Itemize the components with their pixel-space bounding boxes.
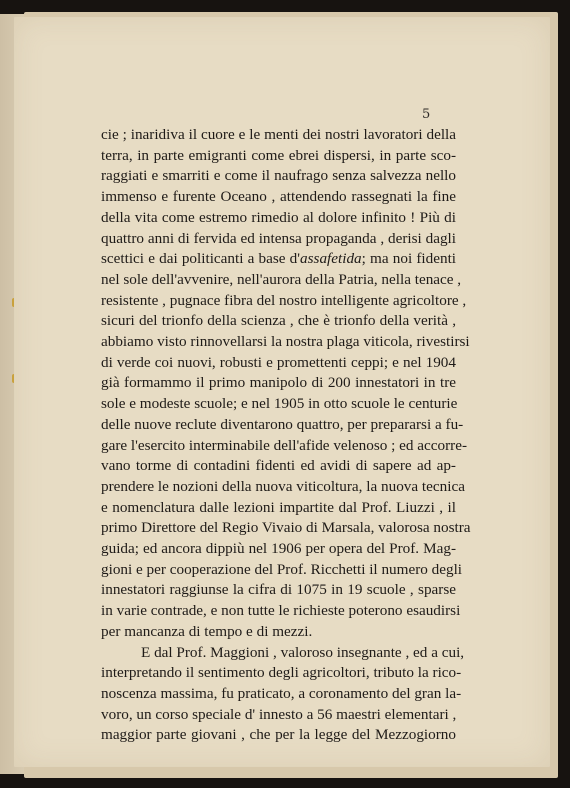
text-line: primo Direttore del Regio Vivaio di Marsala, valorosa nostra [101, 519, 471, 537]
text-line: sole e modeste scuole; e nel 1905 in otto scuole le centurie [101, 395, 458, 413]
text-line: terra, in parte emigranti come ebrei dispersi, in parte sco- [101, 146, 456, 164]
text-line: interpretando il sentimento degli agricoltori, tributo la rico- [101, 664, 462, 682]
text-line: quattro anni di fervida ed intensa propaganda , derisi dagli [101, 229, 456, 247]
text-line: guida; ed ancora dippiù nel 1906 per opera del Prof. Mag- [101, 540, 456, 558]
text-line: abbiamo visto rinnovellarsi la nostra plaga viticola, rivestirsi [101, 333, 470, 351]
text-line: gioni e per cooperazione del Prof. Ricchetti il numero degli [101, 560, 463, 578]
text-line-with-italic [101, 249, 456, 270]
text-segment: scettici e dai politicanti a base d' [101, 250, 301, 268]
text-line: già formammo il primo manipolo di 200 innestatori in tre [101, 374, 456, 392]
text-line: noscenza massima, fu praticato, a coronamento del gran la- [101, 684, 462, 702]
text-line: cie ; inaridiva il cuore e le menti dei nostri lavoratori della [101, 126, 456, 143]
text-line: innestatori raggiunse la cifra di 1075 in 19 scuole , sparse [101, 581, 456, 599]
text-line: voro, un corso speciale d' innesto a 56 maestri elementari , [101, 705, 457, 723]
text-line: sicuri del trionfo della scienza , che è trionfo della verità , [101, 312, 456, 330]
text-line: e nomenclatura dalle lezioni impartite dal Prof. Liuzzi , il [101, 498, 456, 516]
text-line: raggiati e smarriti e come il naufrago senza salvezza nello [101, 167, 456, 185]
text-line: per mancanza di tempo e di mezzi. [101, 622, 313, 640]
text-line: nel sole dell'avvenire, nell'aurora della Patria, nella tenace , [101, 270, 462, 288]
text-line: delle nuove reclute diventarono quattro, per prepararsi a fu- [101, 415, 464, 433]
page-number: 5 [422, 107, 431, 122]
italic-word: assafetida [300, 250, 362, 268]
body-text [101, 125, 471, 746]
text-line: resistente , pugnace fibra del nostro intelligente agricoltore , [101, 291, 467, 309]
text-line: vano torme di contadini fidenti ed avidi di sapere ad ap- [101, 457, 456, 475]
text-line: immenso e furente Oceano , attendendo rassegnati la fine [101, 188, 456, 206]
text-segment: ; ma noi fidenti [361, 250, 457, 268]
text-line: maggior parte giovani , che per la legge del Mezzogiorno [101, 726, 456, 744]
text-line: della vita come estremo rimedio al dolore infinito ! Più di [101, 208, 456, 226]
text-line: di verde coi nuovi, robusti e promettenti ceppi; e nel 1904 [101, 353, 456, 371]
text-line: E dal Prof. Maggioni , valoroso insegnante , ed a cui, [141, 643, 465, 661]
text-line: gare l'esercito interminabile dell'afide velenoso ; ed accorre- [101, 436, 467, 454]
text-line: in varie contrade, e non tutte le richieste poterono esaudirsi [101, 602, 461, 620]
text-line: prendere le nozioni della nuova viticoltura, la nuova tecnica [101, 477, 465, 495]
book-page [14, 17, 550, 767]
